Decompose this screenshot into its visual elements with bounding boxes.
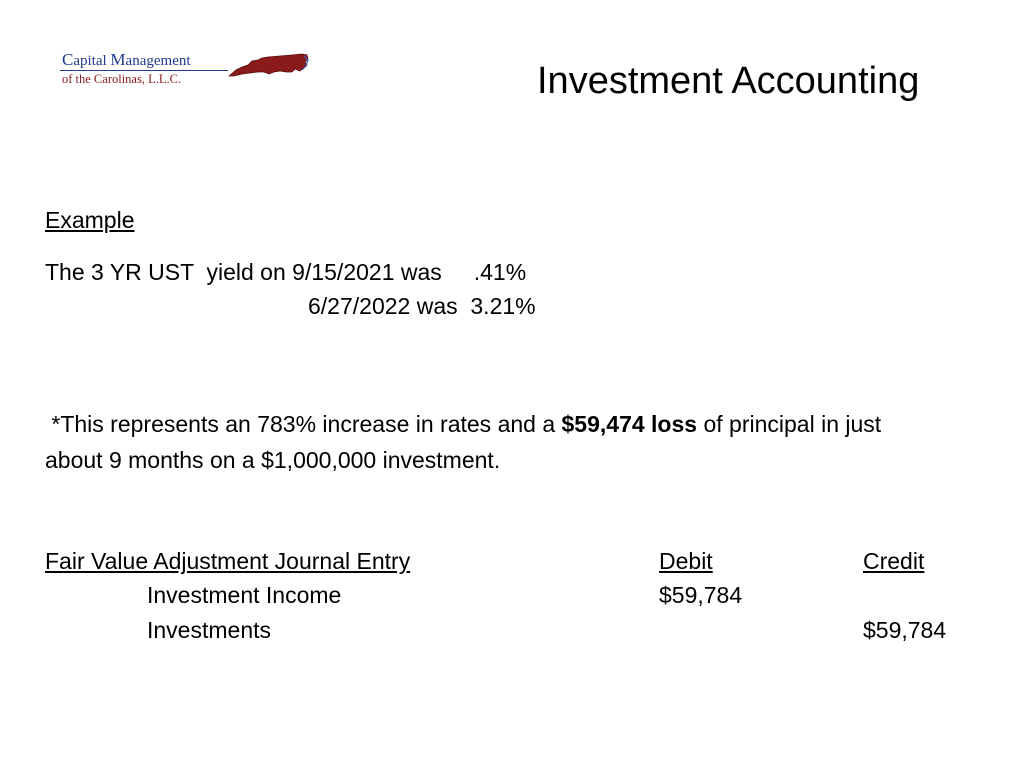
example-heading: Example xyxy=(45,207,135,233)
north-carolina-map-icon xyxy=(228,52,310,78)
yield-line-2: 6/27/2022 was 3.21% xyxy=(308,293,536,319)
logo-rule xyxy=(60,70,228,71)
note-line-1 xyxy=(45,409,881,439)
note-text-end: of principal in just xyxy=(697,411,882,437)
logo-subtitle: of the Carolinas, L.L.C. xyxy=(62,72,182,86)
journal-row-account: Investment Income xyxy=(147,582,342,608)
yield-line-1: The 3 YR UST yield on 9/15/2021 was .41% xyxy=(45,259,527,285)
note-text-start: *This represents an 783% increase in rates and a xyxy=(45,411,562,437)
credit-column-heading: Credit xyxy=(863,548,925,574)
loss-amount: $59,474 loss xyxy=(561,411,698,437)
logo-text-apital: apital xyxy=(73,53,111,69)
journal-entry-heading: Fair Value Adjustment Journal Entry xyxy=(45,548,411,574)
company-logo xyxy=(60,46,312,92)
journal-row-debit: $59,784 xyxy=(659,582,743,608)
logo-initial-c: C xyxy=(62,50,74,69)
journal-row-credit: $59,784 xyxy=(863,617,947,643)
debit-column-heading: Debit xyxy=(659,548,713,574)
logo-initial-m: M xyxy=(110,50,126,69)
logo-text-anagement: anagement xyxy=(125,53,191,69)
note-line-2: about 9 months on a $1,000,000 investment. xyxy=(45,447,501,473)
journal-row-account: Investments xyxy=(147,617,271,643)
logo-company-name xyxy=(62,50,191,70)
page-title: Investment Accounting xyxy=(537,60,920,102)
